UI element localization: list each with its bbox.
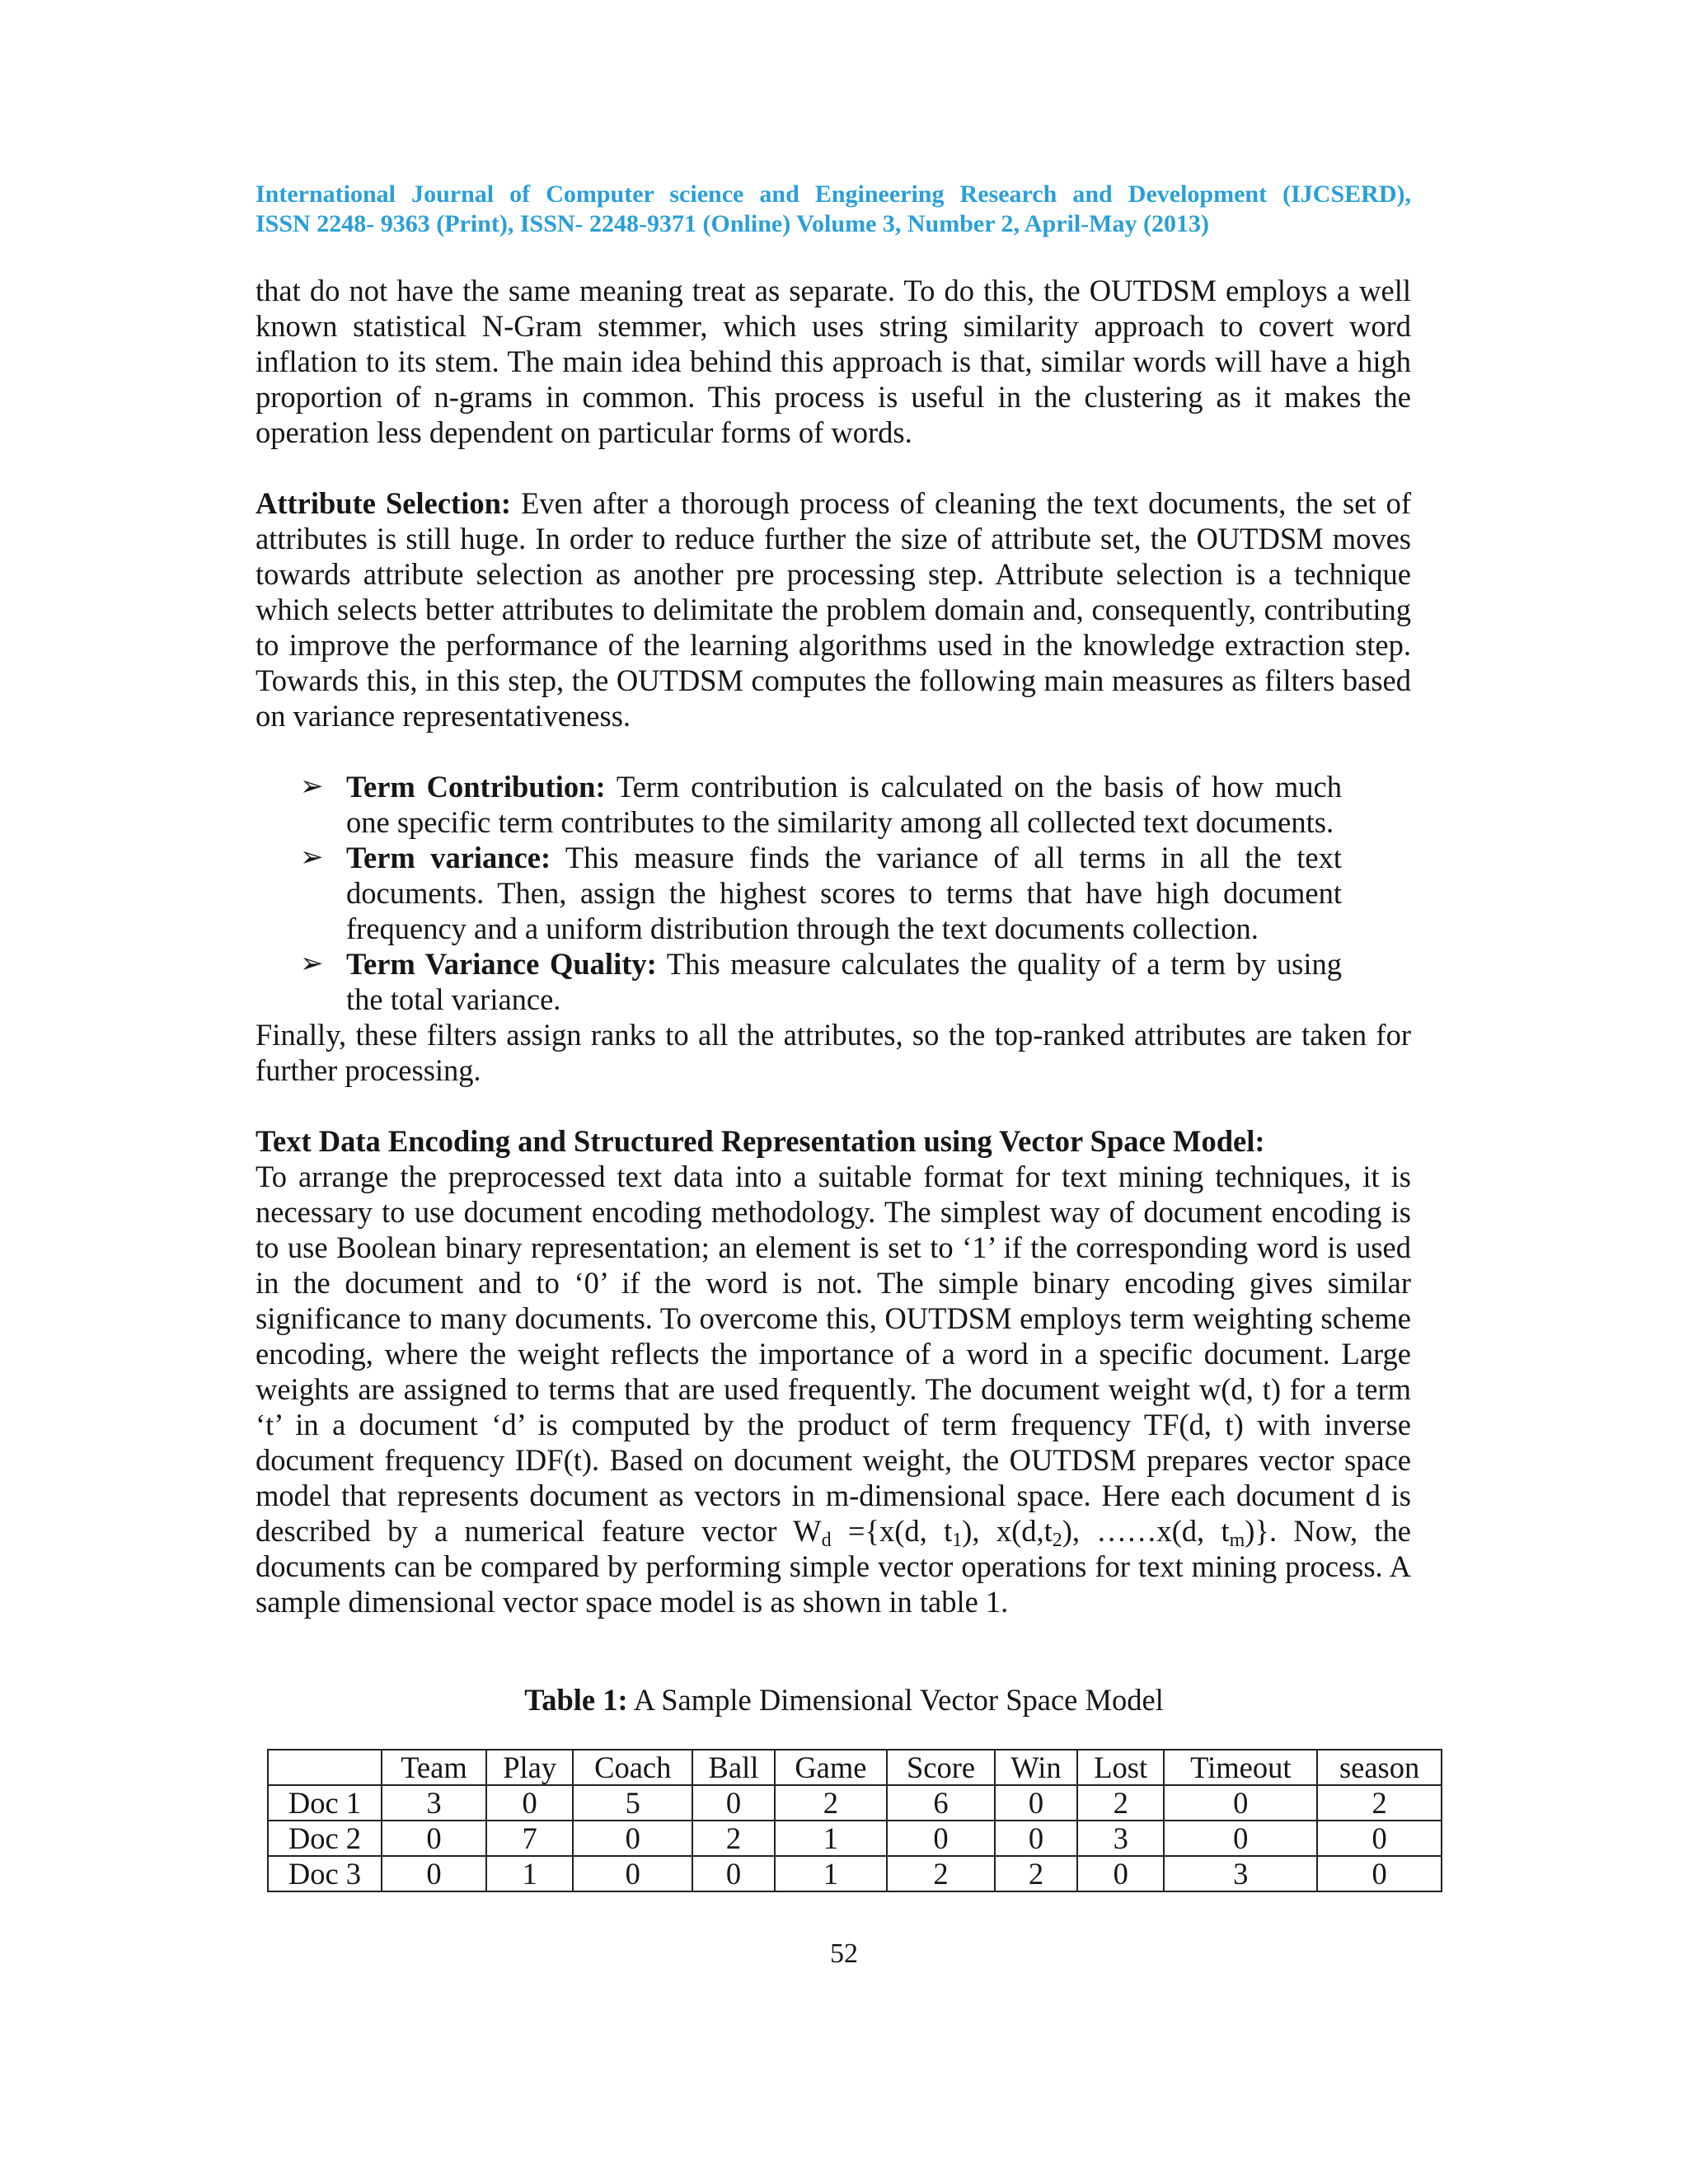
table-cell: 5	[573, 1785, 692, 1821]
vsm-text-a: To arrange the preprocessed text data into a suitable format for text mining techniques, it is necessary to use document encoding methodology. The simplest way of document encoding is to use Boolean binary representation; an element is set to ‘1’ if the corresponding word is used in the document and to ‘0’ if the word is not. The simple binary encoding gives similar significance to many documents. To overcome this, OUTDSM employs term weighting scheme encoding, where the weight reflects the importance of a word in a specific document. Large weights are assigned to terms that are used frequently. The document weight w(d, t) for a term ‘t’ in a document ‘d’ is computed by the product of term frequency TF(d, t) with inverse document frequency IDF(t). Based on document weight, the OUTDSM prepares vector space model that represents document as vectors in m-dimensional space. Here each document d is described by a numerical feature vector W	[256, 1160, 1411, 1548]
table-header-cell: Coach	[573, 1750, 692, 1785]
table-header-cell: Score	[887, 1750, 995, 1785]
list-item	[300, 946, 1597, 1017]
table-row	[268, 1821, 1442, 1856]
table-cell: 3	[1077, 1821, 1164, 1856]
table-cell: 2	[1077, 1785, 1164, 1821]
table-header-cell: season	[1317, 1750, 1442, 1785]
table-header-cell: Timeout	[1164, 1750, 1317, 1785]
arrow-bullet-icon: ➢	[300, 842, 324, 873]
body-column	[256, 273, 1411, 1619]
table-cell: 0	[995, 1821, 1077, 1856]
table-cell: 0	[573, 1856, 692, 1891]
table-cell: 3	[382, 1785, 486, 1821]
arrow-bullet-icon: ➢	[300, 771, 324, 802]
attribute-selection-heading: Attribute Selection:	[256, 486, 512, 520]
table-header-cell	[268, 1750, 382, 1785]
header-line-2: ISSN 2248- 9363 (Print), ISSN- 2248-9371 (Online) Volume 3, Number 2, April-May (2013)	[256, 210, 1209, 237]
list-item	[300, 769, 1597, 840]
vsm-text-d: ), ……x(d, t	[1062, 1514, 1230, 1548]
list-item	[300, 840, 1597, 946]
table-header-cell: Team	[382, 1750, 486, 1785]
table-header-cell: Win	[995, 1750, 1077, 1785]
caption-text: A Sample Dimensional Vector Space Model	[627, 1683, 1164, 1717]
subscript-m: m	[1229, 1530, 1245, 1551]
bullet-text: Term contribution is calculated on the basis of how much one specific term contributes to the similarity among all collected text documents.	[346, 770, 1342, 839]
paragraph-vsm	[256, 1159, 1411, 1619]
table-header-cell: Ball	[692, 1750, 774, 1785]
attribute-selection-text: Even after a thorough process of cleaning the text documents, the set of attributes is still huge. In order to reduce further the size of attribute set, the OUTDSM moves towards attribute selection as another pre processing step. Attribute selection is a technique which selects better attributes to delimitate the problem domain and, consequently, contributing to improve the performance of the learning algorithms used in the knowledge extraction step. Towards this, in this step, the OUTDSM computes the following main measures as filters based on variance representativeness.	[256, 486, 1411, 733]
bullet-text: This measure calculates the quality of a term by using the total variance.	[346, 947, 1342, 1016]
table-cell: 0	[486, 1785, 573, 1821]
table-caption	[0, 1682, 1688, 1718]
vsm-text-c: ), x(d,t	[962, 1514, 1053, 1548]
table-cell: 3	[1164, 1856, 1317, 1891]
table-cell: 0	[1317, 1821, 1442, 1856]
table-header-cell: Play	[486, 1750, 573, 1785]
table-header-cell: Lost	[1077, 1750, 1164, 1785]
vsm-text-b: ={x(d, t	[831, 1514, 953, 1548]
subscript-2: 2	[1052, 1530, 1062, 1551]
vsm-heading	[256, 1123, 1411, 1159]
bullet-term: Term Variance Quality:	[346, 947, 657, 981]
table-cell: 0	[573, 1821, 692, 1856]
page-number: 52	[830, 1938, 858, 1969]
table-cell: 0	[1164, 1785, 1317, 1821]
vsm-text-e: )}. Now, the documents can be compared by performing simple vector operations for text mining process. A sample dimensional vector space model is as shown in table 1.	[256, 1514, 1411, 1619]
vsm-heading-text: Text Data Encoding and Structured Representation using Vector Space Model:	[256, 1124, 1265, 1158]
table-cell: Doc 2	[268, 1821, 382, 1856]
table-row	[268, 1785, 1442, 1821]
table-cell: 2	[995, 1856, 1077, 1891]
table-cell: 0	[1164, 1821, 1317, 1856]
table-header-cell: Game	[775, 1750, 887, 1785]
paragraph-finally: Finally, these filters assign ranks to all the attributes, so the top-ranked attributes are taken for further processing.	[256, 1018, 1411, 1087]
table-cell: 0	[995, 1785, 1077, 1821]
table-cell: 2	[692, 1821, 774, 1856]
table-row	[268, 1856, 1442, 1891]
paragraph-stemming: that do not have the same meaning treat as separate. To do this, the OUTDSM employs a well known statistical N-Gram stemmer, which uses string similarity approach to covert word inflation to its stem. The main idea behind this approach is that, similar words will have a high proportion of n-grams in common. This process is useful in the clustering as it makes the operation less dependent on particular forms of words.	[256, 274, 1411, 449]
table-cell: 6	[887, 1785, 995, 1821]
table-cell: 0	[1317, 1856, 1442, 1891]
table-cell: 2	[775, 1785, 887, 1821]
arrow-bullet-icon: ➢	[300, 949, 324, 979]
header-line-1: International Journal of Computer science and Engineering Research and Development (IJCSERD),	[256, 180, 1411, 208]
bullet-term: Term variance:	[346, 841, 551, 874]
vector-space-table	[267, 1749, 1442, 1892]
subscript-1: 1	[952, 1530, 963, 1551]
table-cell: 0	[692, 1785, 774, 1821]
table-cell: 2	[1317, 1785, 1442, 1821]
paragraph-attribute-selection	[256, 485, 1411, 733]
table-cell: 0	[887, 1821, 995, 1856]
table-header-row	[268, 1750, 1442, 1785]
table-cell: 0	[382, 1856, 486, 1891]
table-cell: 1	[486, 1856, 573, 1891]
measures-list	[256, 769, 1411, 1017]
table-cell: Doc 3	[268, 1856, 382, 1891]
bullet-term: Term Contribution:	[346, 770, 606, 804]
table-cell: 1	[775, 1856, 887, 1891]
table-cell: 0	[1077, 1856, 1164, 1891]
table-cell: Doc 1	[268, 1785, 382, 1821]
table-cell: 2	[887, 1856, 995, 1891]
subscript-d: d	[821, 1530, 832, 1551]
journal-header	[256, 180, 1411, 239]
bullet-text: This measure finds the variance of all terms in all the text documents. Then, assign the highest scores to terms that have high document frequency and a uniform distribution through the text documents collection.	[346, 841, 1342, 945]
table-cell: 0	[692, 1856, 774, 1891]
caption-label: Table 1:	[524, 1683, 628, 1717]
table-cell: 1	[775, 1821, 887, 1856]
table-cell: 7	[486, 1821, 573, 1856]
table-cell: 0	[382, 1821, 486, 1856]
